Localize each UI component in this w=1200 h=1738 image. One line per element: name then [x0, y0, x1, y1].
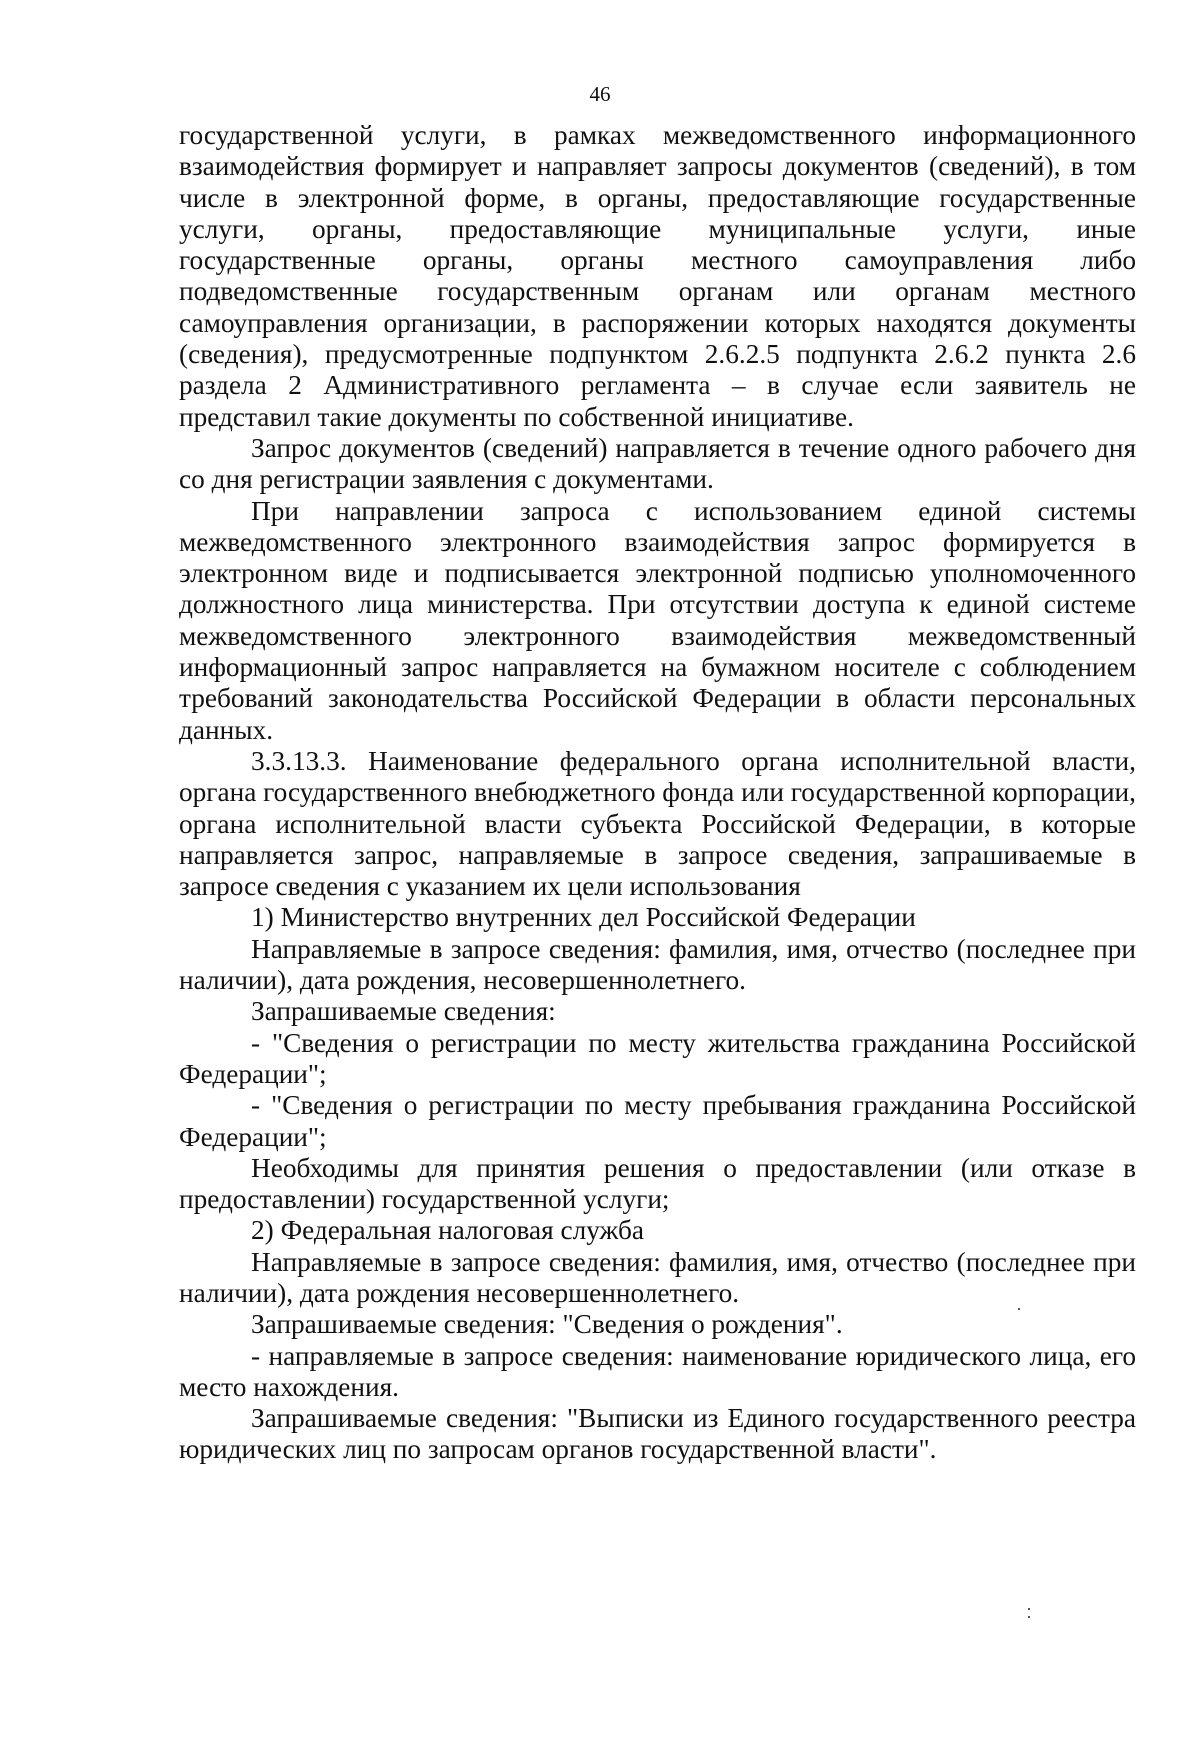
list-item: 1) Министерство внутренних дел Российской Федерации — [251, 902, 916, 933]
paragraph: государственной услуги, в рамках межведомственного информационного взаимодействия формирует и направляет запросы документов (сведений), в том числе в электронной форме, в органы, предоставляющие государственные услуги, органы, предоставляющие муниципальные услуги, иные государственные органы, органы местного самоуправления либо подведомственные государственным органам или органам местного самоуправления организации, в распоряжении которых находятся документы (сведения), предусмотренные подпунктом 2.6.2.5 подпункта 2.6.2 пункта 2.6 раздела 2 Административного регламента – в случае если заявитель не представил такие документы по собственной инициативе. — [179, 120, 1136, 432]
paragraph: Запрашиваемые сведения: "Выписки из Единого государственного реестра юридических лиц по запросам органов государственной власти". — [179, 1403, 1136, 1465]
list-item: 2) Федеральная налоговая служба — [251, 1215, 645, 1246]
document-body — [179, 120, 1136, 1466]
paragraph: При направлении запроса с использованием единой системы межведомственного электронного взаимодействия запрос формируется в электронном виде и подписывается электронной подписью уполномоченного должностного лица министерства. При отсутствии доступа к единой системе межведомственного электронного взаимодействия межведомственный информационный запрос направляется на бумажном носителе с соблюдением требований законодательства Российской Федерации в области персональных данных. — [179, 495, 1136, 745]
scan-speck — [1018, 1308, 1020, 1310]
paragraph: Запрашиваемые сведения: "Сведения о рождения". — [251, 1309, 843, 1340]
paragraph: Направляемые в запросе сведения: фамилия, имя, отчество (последнее при наличии), дата рождения, несовершеннолетнего. — [179, 933, 1136, 996]
paragraph: 3.3.13.3. Наименование федерального органа исполнительной власти, органа государственного внебюджетного фонда или государственной корпорации, органа исполнительной власти субъекта Российской Федерации, в которые направляется запрос, направляемые в запросе сведения, запрашиваемые в запросе сведения с указанием их цели использования — [179, 745, 1136, 902]
scan-speck — [1028, 1616, 1030, 1618]
paragraph: Направляемые в запросе сведения: фамилия, имя, отчество (последнее при наличии), дата рождения несовершеннолетнего. — [179, 1246, 1136, 1308]
list-item: - "Сведения о регистрации по месту пребывания гражданина Российской Федерации"; — [179, 1090, 1136, 1152]
list-item: - направляемые в запросе сведения: наименование юридического лица, его место нахождения. — [179, 1340, 1136, 1402]
scan-speck — [1028, 1608, 1030, 1610]
paragraph: Необходимы для принятия решения о предоставлении (или отказе в предоставлении) государственной услуги; — [179, 1152, 1136, 1215]
page-number: 46 — [589, 82, 611, 106]
list-item: - "Сведения о регистрации по месту жительства гражданина Российской Федерации"; — [179, 1027, 1136, 1089]
paragraph: Запрашиваемые сведения: — [251, 996, 556, 1027]
paragraph: Запрос документов (сведений) направляется в течение одного рабочего дня со дня регистрации заявления с документами. — [179, 432, 1136, 495]
